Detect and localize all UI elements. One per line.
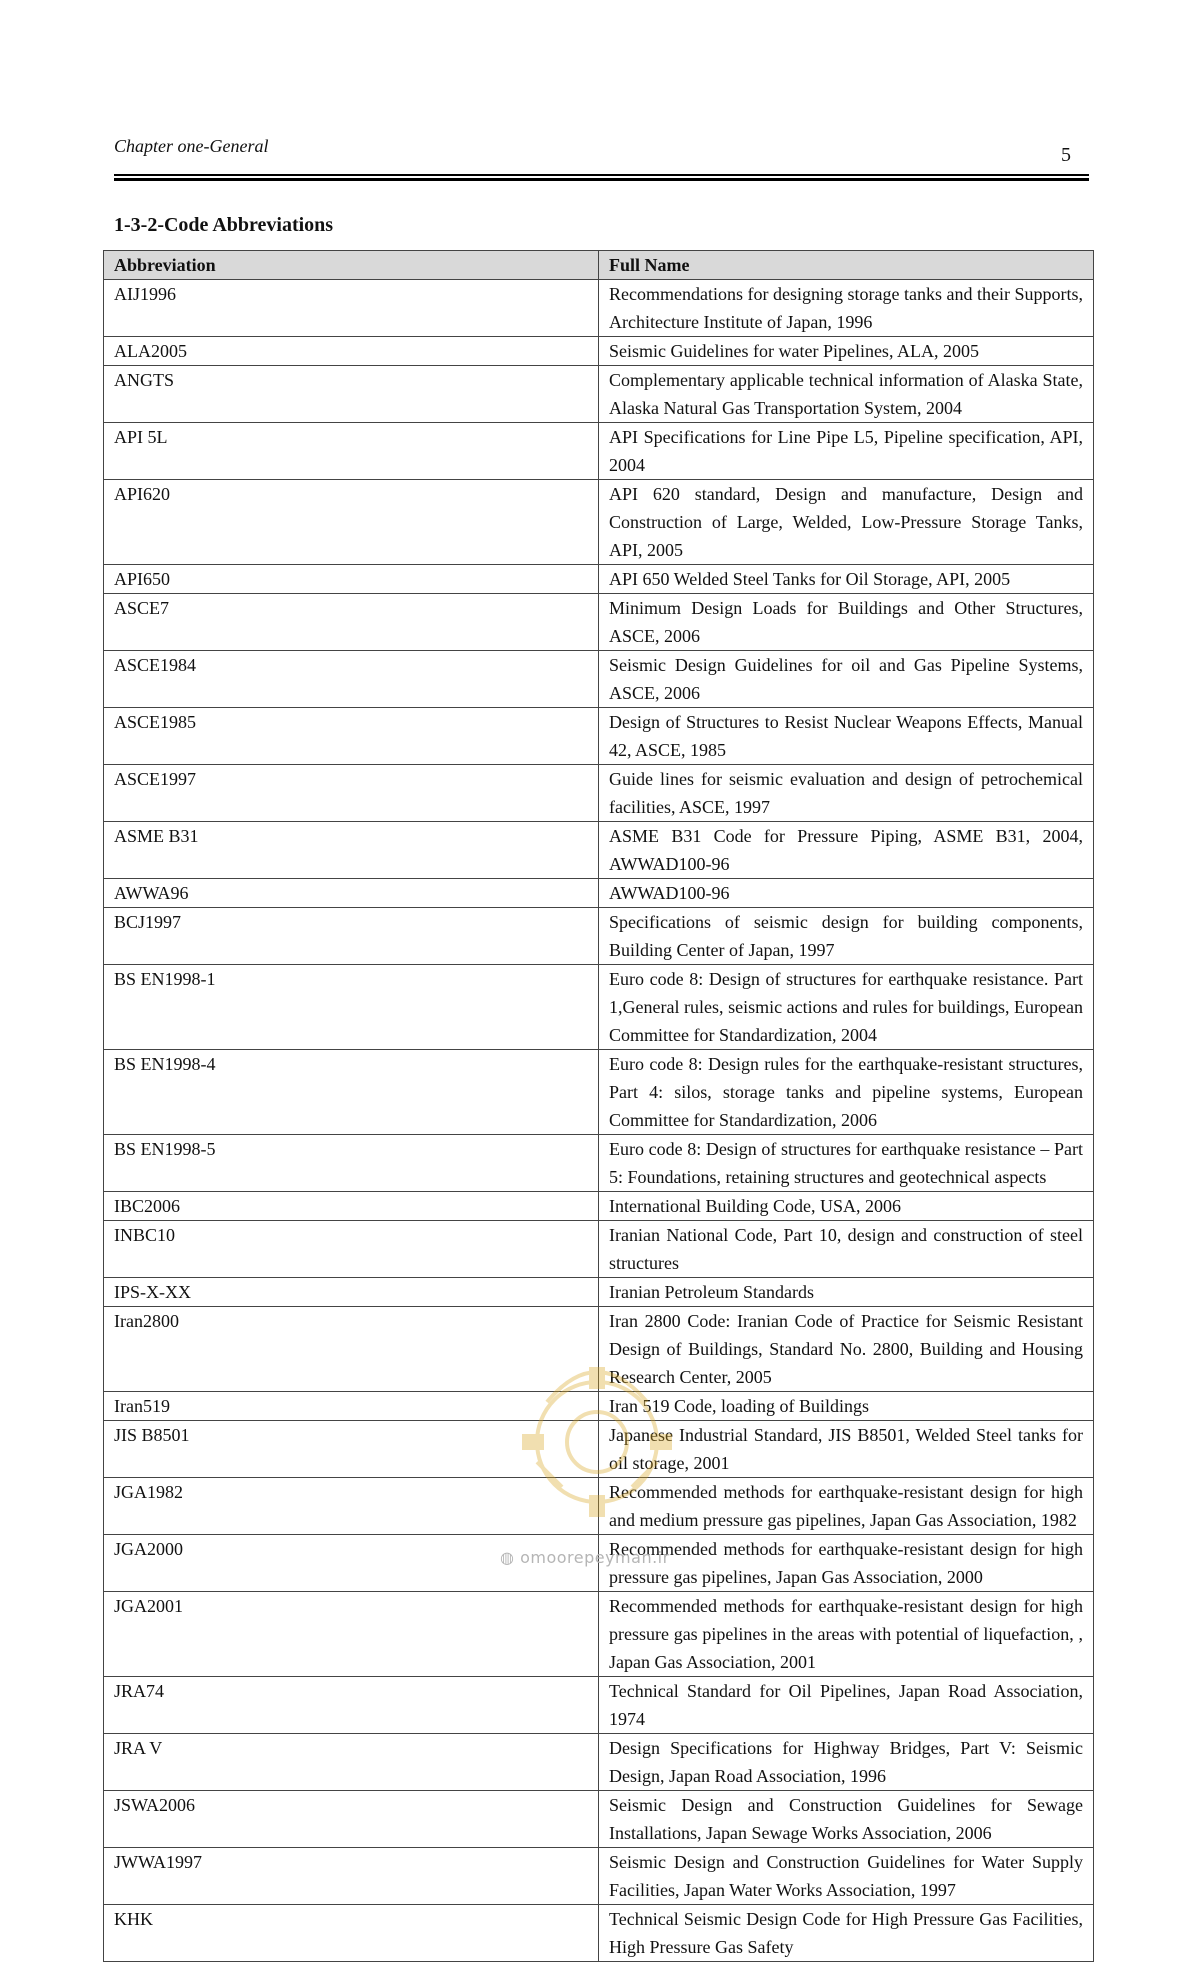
column-header-abbreviation: Abbreviation [104, 251, 599, 280]
cell-full-name: Recommended methods for earthquake-resistant design for high pressure gas pipelines, Japan Gas Association, 2000 [599, 1535, 1094, 1592]
cell-abbreviation: ASCE7 [104, 594, 599, 651]
cell-abbreviation: ASCE1985 [104, 708, 599, 765]
cell-full-name: Minimum Design Loads for Buildings and Other Structures, ASCE, 2006 [599, 594, 1094, 651]
cell-full-name: Seismic Guidelines for water Pipelines, ALA, 2005 [599, 337, 1094, 366]
table-row [104, 965, 1094, 1050]
cell-abbreviation: AWWA96 [104, 879, 599, 908]
table-row [104, 1307, 1094, 1392]
cell-abbreviation: JSWA2006 [104, 1791, 599, 1848]
cell-abbreviation: JWWA1997 [104, 1848, 599, 1905]
abbreviation-table-container [103, 250, 1094, 1962]
table-row [104, 1677, 1094, 1734]
table-row [104, 708, 1094, 765]
cell-abbreviation: API 5L [104, 423, 599, 480]
watermark-text [500, 1548, 670, 1567]
cell-full-name: Iranian Petroleum Standards [599, 1278, 1094, 1307]
cell-full-name: Seismic Design and Construction Guidelines for Water Supply Facilities, Japan Water Works Association, 1997 [599, 1848, 1094, 1905]
table-row [104, 480, 1094, 565]
cell-abbreviation: KHK [104, 1905, 599, 1962]
cell-abbreviation: BS EN1998-4 [104, 1050, 599, 1135]
cell-full-name: Design of Structures to Resist Nuclear Weapons Effects, Manual 42, ASCE, 1985 [599, 708, 1094, 765]
cell-abbreviation: IBC2006 [104, 1192, 599, 1221]
cell-abbreviation: ALA2005 [104, 337, 599, 366]
table-row [104, 1848, 1094, 1905]
cell-full-name: API Specifications for Line Pipe L5, Pipeline specification, API, 2004 [599, 423, 1094, 480]
column-header-full-name: Full Name [599, 251, 1094, 280]
cell-abbreviation: BS EN1998-5 [104, 1135, 599, 1192]
cell-abbreviation: BCJ1997 [104, 908, 599, 965]
watermark-site: omoorepeyman.ir [520, 1548, 670, 1567]
cell-full-name: AWWAD100-96 [599, 879, 1094, 908]
page-number: 5 [1061, 144, 1071, 166]
header-rule [114, 174, 1089, 176]
cell-full-name: International Building Code, USA, 2006 [599, 1192, 1094, 1221]
table-row [104, 1192, 1094, 1221]
cell-abbreviation: ASCE1984 [104, 651, 599, 708]
cell-abbreviation: JGA1982 [104, 1478, 599, 1535]
table-row [104, 1135, 1094, 1192]
table-row [104, 1905, 1094, 1962]
table-header-row [104, 251, 1094, 280]
cell-abbreviation: ASCE1997 [104, 765, 599, 822]
cell-full-name: Guide lines for seismic evaluation and design of petrochemical facilities, ASCE, 1997 [599, 765, 1094, 822]
cell-abbreviation: JRA74 [104, 1677, 599, 1734]
table-row [104, 1392, 1094, 1421]
cell-abbreviation: BS EN1998-1 [104, 965, 599, 1050]
cell-full-name: Complementary applicable technical information of Alaska State, Alaska Natural Gas Transportation System, 2004 [599, 366, 1094, 423]
chapter-title: Chapter one-General [114, 136, 269, 156]
cell-abbreviation: JGA2000 [104, 1535, 599, 1592]
table-row [104, 1478, 1094, 1535]
cell-full-name: Seismic Design and Construction Guidelines for Sewage Installations, Japan Sewage Works Association, 2006 [599, 1791, 1094, 1848]
cell-full-name: Euro code 8: Design rules for the earthquake-resistant structures, Part 4: silos, storage tanks and pipeline systems, European Committee for Standardization, 2006 [599, 1050, 1094, 1135]
cell-abbreviation: Iran519 [104, 1392, 599, 1421]
cell-abbreviation: IPS-X-XX [104, 1278, 599, 1307]
table-row [104, 1734, 1094, 1791]
cell-full-name: Recommended methods for earthquake-resistant design for high and medium pressure gas pipelines, Japan Gas Association, 1982 [599, 1478, 1094, 1535]
cell-full-name: Japanese Industrial Standard, JIS B8501, Welded Steel tanks for oil storage, 2001 [599, 1421, 1094, 1478]
table-row [104, 1421, 1094, 1478]
table-row [104, 822, 1094, 879]
cell-abbreviation: API650 [104, 565, 599, 594]
cell-abbreviation: JRA V [104, 1734, 599, 1791]
cell-abbreviation: AIJ1996 [104, 280, 599, 337]
table-row [104, 651, 1094, 708]
cell-full-name: Euro code 8: Design of structures for earthquake resistance. Part 1,General rules, seismic actions and rules for buildings, European Committee for Standardization, 2004 [599, 965, 1094, 1050]
cell-full-name: Specifications of seismic design for building components, Building Center of Japan, 1997 [599, 908, 1094, 965]
table-row [104, 908, 1094, 965]
table-row [104, 1791, 1094, 1848]
cell-full-name: Design Specifications for Highway Bridges, Part V: Seismic Design, Japan Road Association, 1996 [599, 1734, 1094, 1791]
header-rule-double [114, 178, 1089, 181]
table-row [104, 280, 1094, 337]
cell-full-name: Seismic Design Guidelines for oil and Gas Pipeline Systems, ASCE, 2006 [599, 651, 1094, 708]
cell-abbreviation: ASME B31 [104, 822, 599, 879]
globe-icon: ◍ [500, 1548, 515, 1567]
table-row [104, 1221, 1094, 1278]
cell-abbreviation: ANGTS [104, 366, 599, 423]
table-body [104, 280, 1094, 1962]
cell-abbreviation: Iran2800 [104, 1307, 599, 1392]
cell-full-name: Recommended methods for earthquake-resistant design for high pressure gas pipelines in the areas with potential of liquefaction, , Japan Gas Association, 2001 [599, 1592, 1094, 1677]
cell-abbreviation: INBC10 [104, 1221, 599, 1278]
cell-full-name: API 650 Welded Steel Tanks for Oil Storage, API, 2005 [599, 565, 1094, 594]
cell-full-name: Recommendations for designing storage tanks and their Supports, Architecture Institute of Japan, 1996 [599, 280, 1094, 337]
table-row [104, 565, 1094, 594]
table-row [104, 594, 1094, 651]
cell-full-name: Iranian National Code, Part 10, design and construction of steel structures [599, 1221, 1094, 1278]
table-row [104, 1278, 1094, 1307]
cell-full-name: Iran 2800 Code: Iranian Code of Practice for Seismic Resistant Design of Buildings, Standard No. 2800, Building and Housing Research Center, 2005 [599, 1307, 1094, 1392]
cell-full-name: Iran 519 Code, loading of Buildings [599, 1392, 1094, 1421]
cell-full-name: API 620 standard, Design and manufacture, Design and Construction of Large, Welded, Low-Pressure Storage Tanks, API, 2005 [599, 480, 1094, 565]
cell-full-name: ASME B31 Code for Pressure Piping, ASME B31, 2004, AWWAD100-96 [599, 822, 1094, 879]
section-title: 1-3-2-Code Abbreviations [114, 214, 334, 236]
cell-full-name: Technical Standard for Oil Pipelines, Japan Road Association, 1974 [599, 1677, 1094, 1734]
abbreviation-table [103, 250, 1094, 1962]
table-row [104, 423, 1094, 480]
table-row [104, 1050, 1094, 1135]
page-header [114, 134, 1089, 182]
cell-abbreviation: JGA2001 [104, 1592, 599, 1677]
table-row [104, 337, 1094, 366]
cell-full-name: Euro code 8: Design of structures for earthquake resistance – Part 5: Foundations, retaining structures and geotechnical aspects [599, 1135, 1094, 1192]
table-row [104, 765, 1094, 822]
cell-abbreviation: API620 [104, 480, 599, 565]
table-row [104, 366, 1094, 423]
table-row [104, 879, 1094, 908]
table-row [104, 1592, 1094, 1677]
cell-full-name: Technical Seismic Design Code for High Pressure Gas Facilities, High Pressure Gas Safety [599, 1905, 1094, 1962]
cell-abbreviation: JIS B8501 [104, 1421, 599, 1478]
